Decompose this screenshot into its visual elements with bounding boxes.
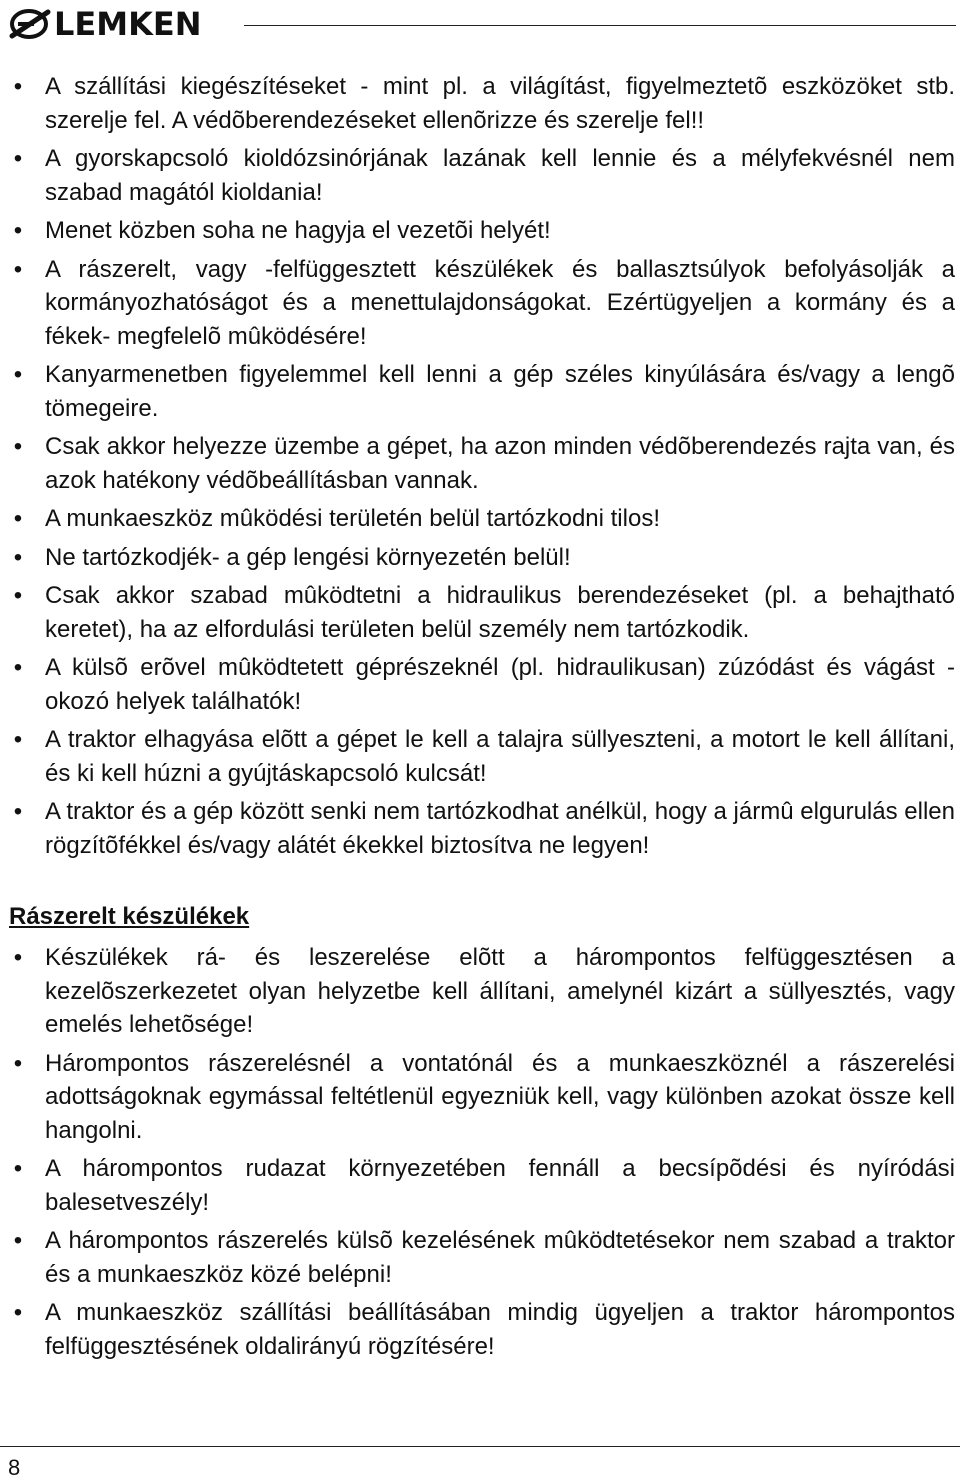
- section-heading: Rászerelt készülékek: [9, 903, 250, 930]
- list-item: • Ne tartózkodjék- a gép lengési környezetén belül!: [0, 541, 960, 575]
- bullet-icon: •: [13, 543, 23, 571]
- list-item: • A külsõ erõvel mûködtetett géprészeknél (pl. hidraulikusan) zúzódást és vágást -okozó helyek találhatók!: [0, 651, 960, 718]
- list-item: • A hárompontos rászerelés külsõ kezelésének mûködtetésekor nem szabad a traktor és a munkaeszköz közé belépni!: [0, 1224, 960, 1291]
- list-item: • A rászerelt, vagy -felfüggesztett készülékek és ballasztsúlyok befolyásolják a kormányozhatóságot és a menettulajdonságokat. Ezértügyeljen a kormány és a fékek- megfelelõ mûködésére!: [0, 253, 960, 354]
- page-header: [0, 0, 960, 48]
- bullet-icon: •: [13, 1155, 23, 1182]
- list-item: • Csak akkor szabad mûködtetni a hidraulikus berendezéseket (pl. a behajtható keretet), ha az elfordulási területen belül személy nem tartózkodik.: [0, 579, 960, 646]
- bullet-icon: •: [13, 582, 23, 609]
- bullet-icon: •: [13, 255, 23, 283]
- list-item: • A hárompontos rudazat környezetében fennáll a becsípõdési és nyíródási balesetveszély!: [0, 1152, 960, 1219]
- safety-list: [0, 70, 960, 862]
- bullet-icon: •: [13, 505, 23, 532]
- list-item: • A gyorskapcsoló kioldózsinórjának lazának kell lennie és a mélyfekvésnél nem szabad magától kioldania!: [0, 142, 960, 209]
- footer-divider: [0, 1446, 960, 1447]
- list-item: • Készülékek rá- és leszerelése elõtt a hárompontos felfüggesztésen a kezelõszerkezetet olyan helyzetbe kell állítani, amelynél kizárt a süllyesztés, vagy emelés lehetõsége!: [0, 941, 960, 1042]
- bullet-icon: •: [13, 1227, 23, 1254]
- bullet-icon: •: [13, 726, 23, 753]
- bullet-icon: •: [13, 654, 23, 681]
- bullet-icon: •: [13, 361, 23, 388]
- brand-name: LEMKEN: [54, 5, 202, 43]
- attachment-list: [0, 941, 960, 1363]
- bullet-icon: •: [13, 798, 23, 825]
- list-item: • A munkaeszköz szállítási beállításában mindig ügyeljen a traktor hárompontos felfüggesztésének oldalirányú rögzítésére!: [0, 1296, 960, 1363]
- list-item: • Csak akkor helyezze üzembe a gépet, ha azon minden védõberendezés rajta van, és azok hatékony védõbeállításban vannak.: [0, 430, 960, 497]
- list-item: • Kanyarmenetben figyelemmel kell lenni a gép széles kinyúlására és/vagy a lengõ tömegeire.: [0, 358, 960, 425]
- bullet-icon: •: [13, 73, 23, 100]
- bullet-icon: •: [13, 1299, 23, 1326]
- page-content: [0, 70, 960, 1368]
- list-item: • A munkaeszköz mûködési területén belül tartózkodni tilos!: [0, 502, 960, 536]
- bullet-icon: •: [13, 217, 23, 244]
- list-item: • Hárompontos rászerelésnél a vontatónál és a munkaeszköznél a rászerelési adottságoknak egymással feltétlenül egyezniük kell, vagy különben azokat össze kell hangolni.: [0, 1047, 960, 1148]
- list-item: • A szállítási kiegészítéseket - mint pl. a világítást, figyelmeztetõ eszközöket stb. szerelje fel. A védõberendezéseket ellenõrizze és szerelje fel!!: [0, 70, 960, 137]
- bullet-icon: •: [13, 944, 23, 971]
- header-divider: [244, 25, 956, 26]
- lemken-emblem-icon: [8, 4, 52, 44]
- list-item: • Menet közben soha ne hagyja el vezetõi helyét!: [0, 214, 960, 248]
- lemken-logo: [8, 4, 202, 44]
- list-item: • A traktor elhagyása elõtt a gépet le kell a talajra süllyeszteni, a motort le kell állítani, és ki kell húzni a gyújtáskapcsoló kulcsát!: [0, 723, 960, 790]
- page-number: 8: [8, 1455, 21, 1480]
- bullet-icon: •: [13, 145, 23, 172]
- list-item: • A traktor és a gép között senki nem tartózkodhat anélkül, hogy a jármû elgurulás ellen rögzítõfékkel és/vagy alátét ékekkel biztosítva ne legyen!: [0, 795, 960, 862]
- bullet-icon: •: [13, 433, 23, 460]
- bullet-icon: •: [13, 1049, 23, 1077]
